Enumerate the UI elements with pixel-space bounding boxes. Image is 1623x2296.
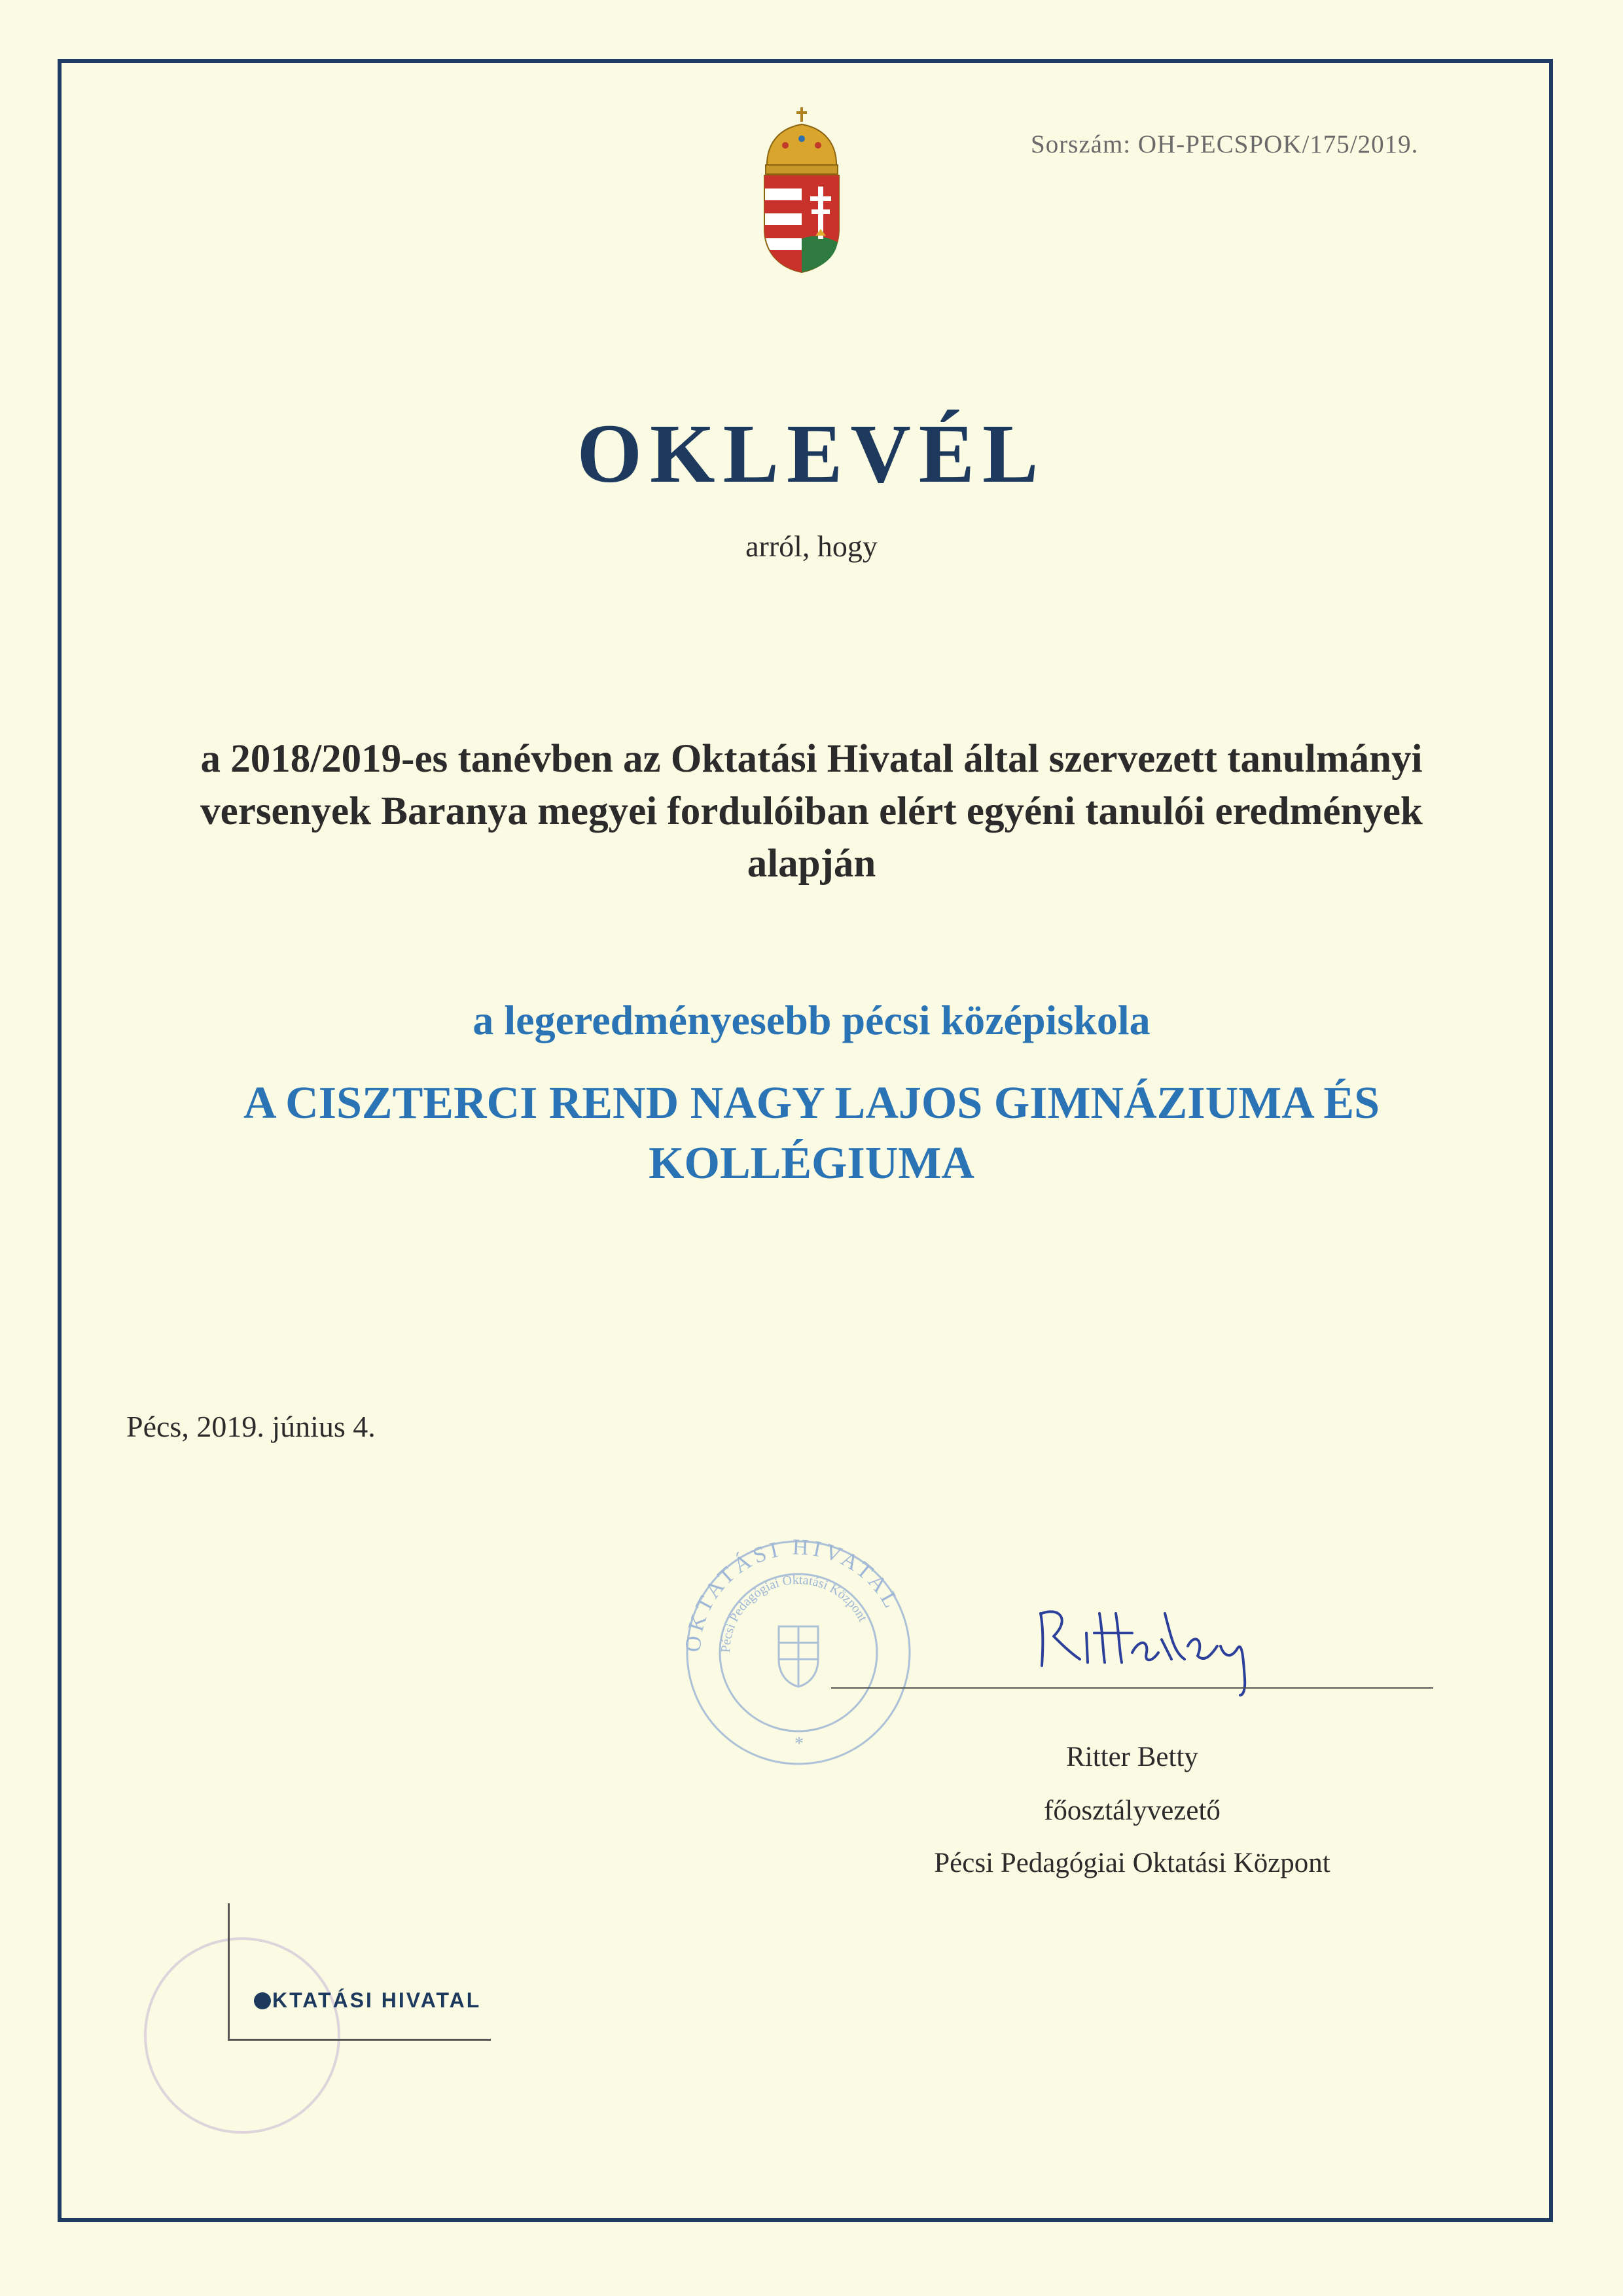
school-name xyxy=(118,1073,1505,1194)
svg-text:OKTATÁSI HIVATAL: OKTATÁSI HIVATAL xyxy=(681,1535,905,1653)
svg-text:Pécsi Pedagógiai Oktatási Közp: Pécsi Pedagógiai Oktatási Központ xyxy=(718,1572,870,1653)
place-date: Pécs, 2019. június 4. xyxy=(126,1410,376,1443)
svg-text:*: * xyxy=(794,1734,804,1754)
citation-line: alapján xyxy=(747,842,876,886)
signer-organization: Pécsi Pedagógiai Oktatási Központ xyxy=(934,1848,1330,1878)
signature-line xyxy=(831,1687,1433,1689)
serial-number: Sorszám: OH-PECSPOK/175/2019. xyxy=(1031,130,1419,158)
logo-text: KTATÁSI HIVATAL xyxy=(272,1988,482,2012)
official-stamp-icon xyxy=(674,1528,923,1777)
citation-line: a 2018/2019-es tanévben az Oktatási Hivatal által szervezett tanulmányi xyxy=(200,737,1423,781)
oktatasi-hivatal-logo xyxy=(254,1988,481,2013)
document-subtitle: arról, hogy xyxy=(745,529,878,563)
document-title: OKLEVÉL xyxy=(577,407,1046,500)
logo-dot-icon xyxy=(254,1992,271,2009)
coat-of-arms-icon xyxy=(759,105,844,275)
citation-text xyxy=(118,733,1505,890)
school-name-line: A CISZTERCI REND NAGY LAJOS GIMNÁZIUMA ÉS xyxy=(243,1078,1380,1128)
signer-title: főosztályvezető xyxy=(1044,1795,1221,1826)
handwritten-signature xyxy=(1034,1574,1283,1698)
logo-frame-horizontal xyxy=(228,2039,491,2041)
signer-name: Ritter Betty xyxy=(1066,1742,1198,1772)
faint-stamp-mark xyxy=(131,1931,353,2140)
school-name-line: KOLLÉGIUMA xyxy=(649,1138,974,1189)
citation-line: versenyek Baranya megyei fordulóiban elért egyéni tanulói eredmények xyxy=(200,789,1423,833)
logo-frame-vertical xyxy=(228,1903,230,2041)
award-line: a legeredményesebb pécsi középiskola xyxy=(473,997,1150,1043)
